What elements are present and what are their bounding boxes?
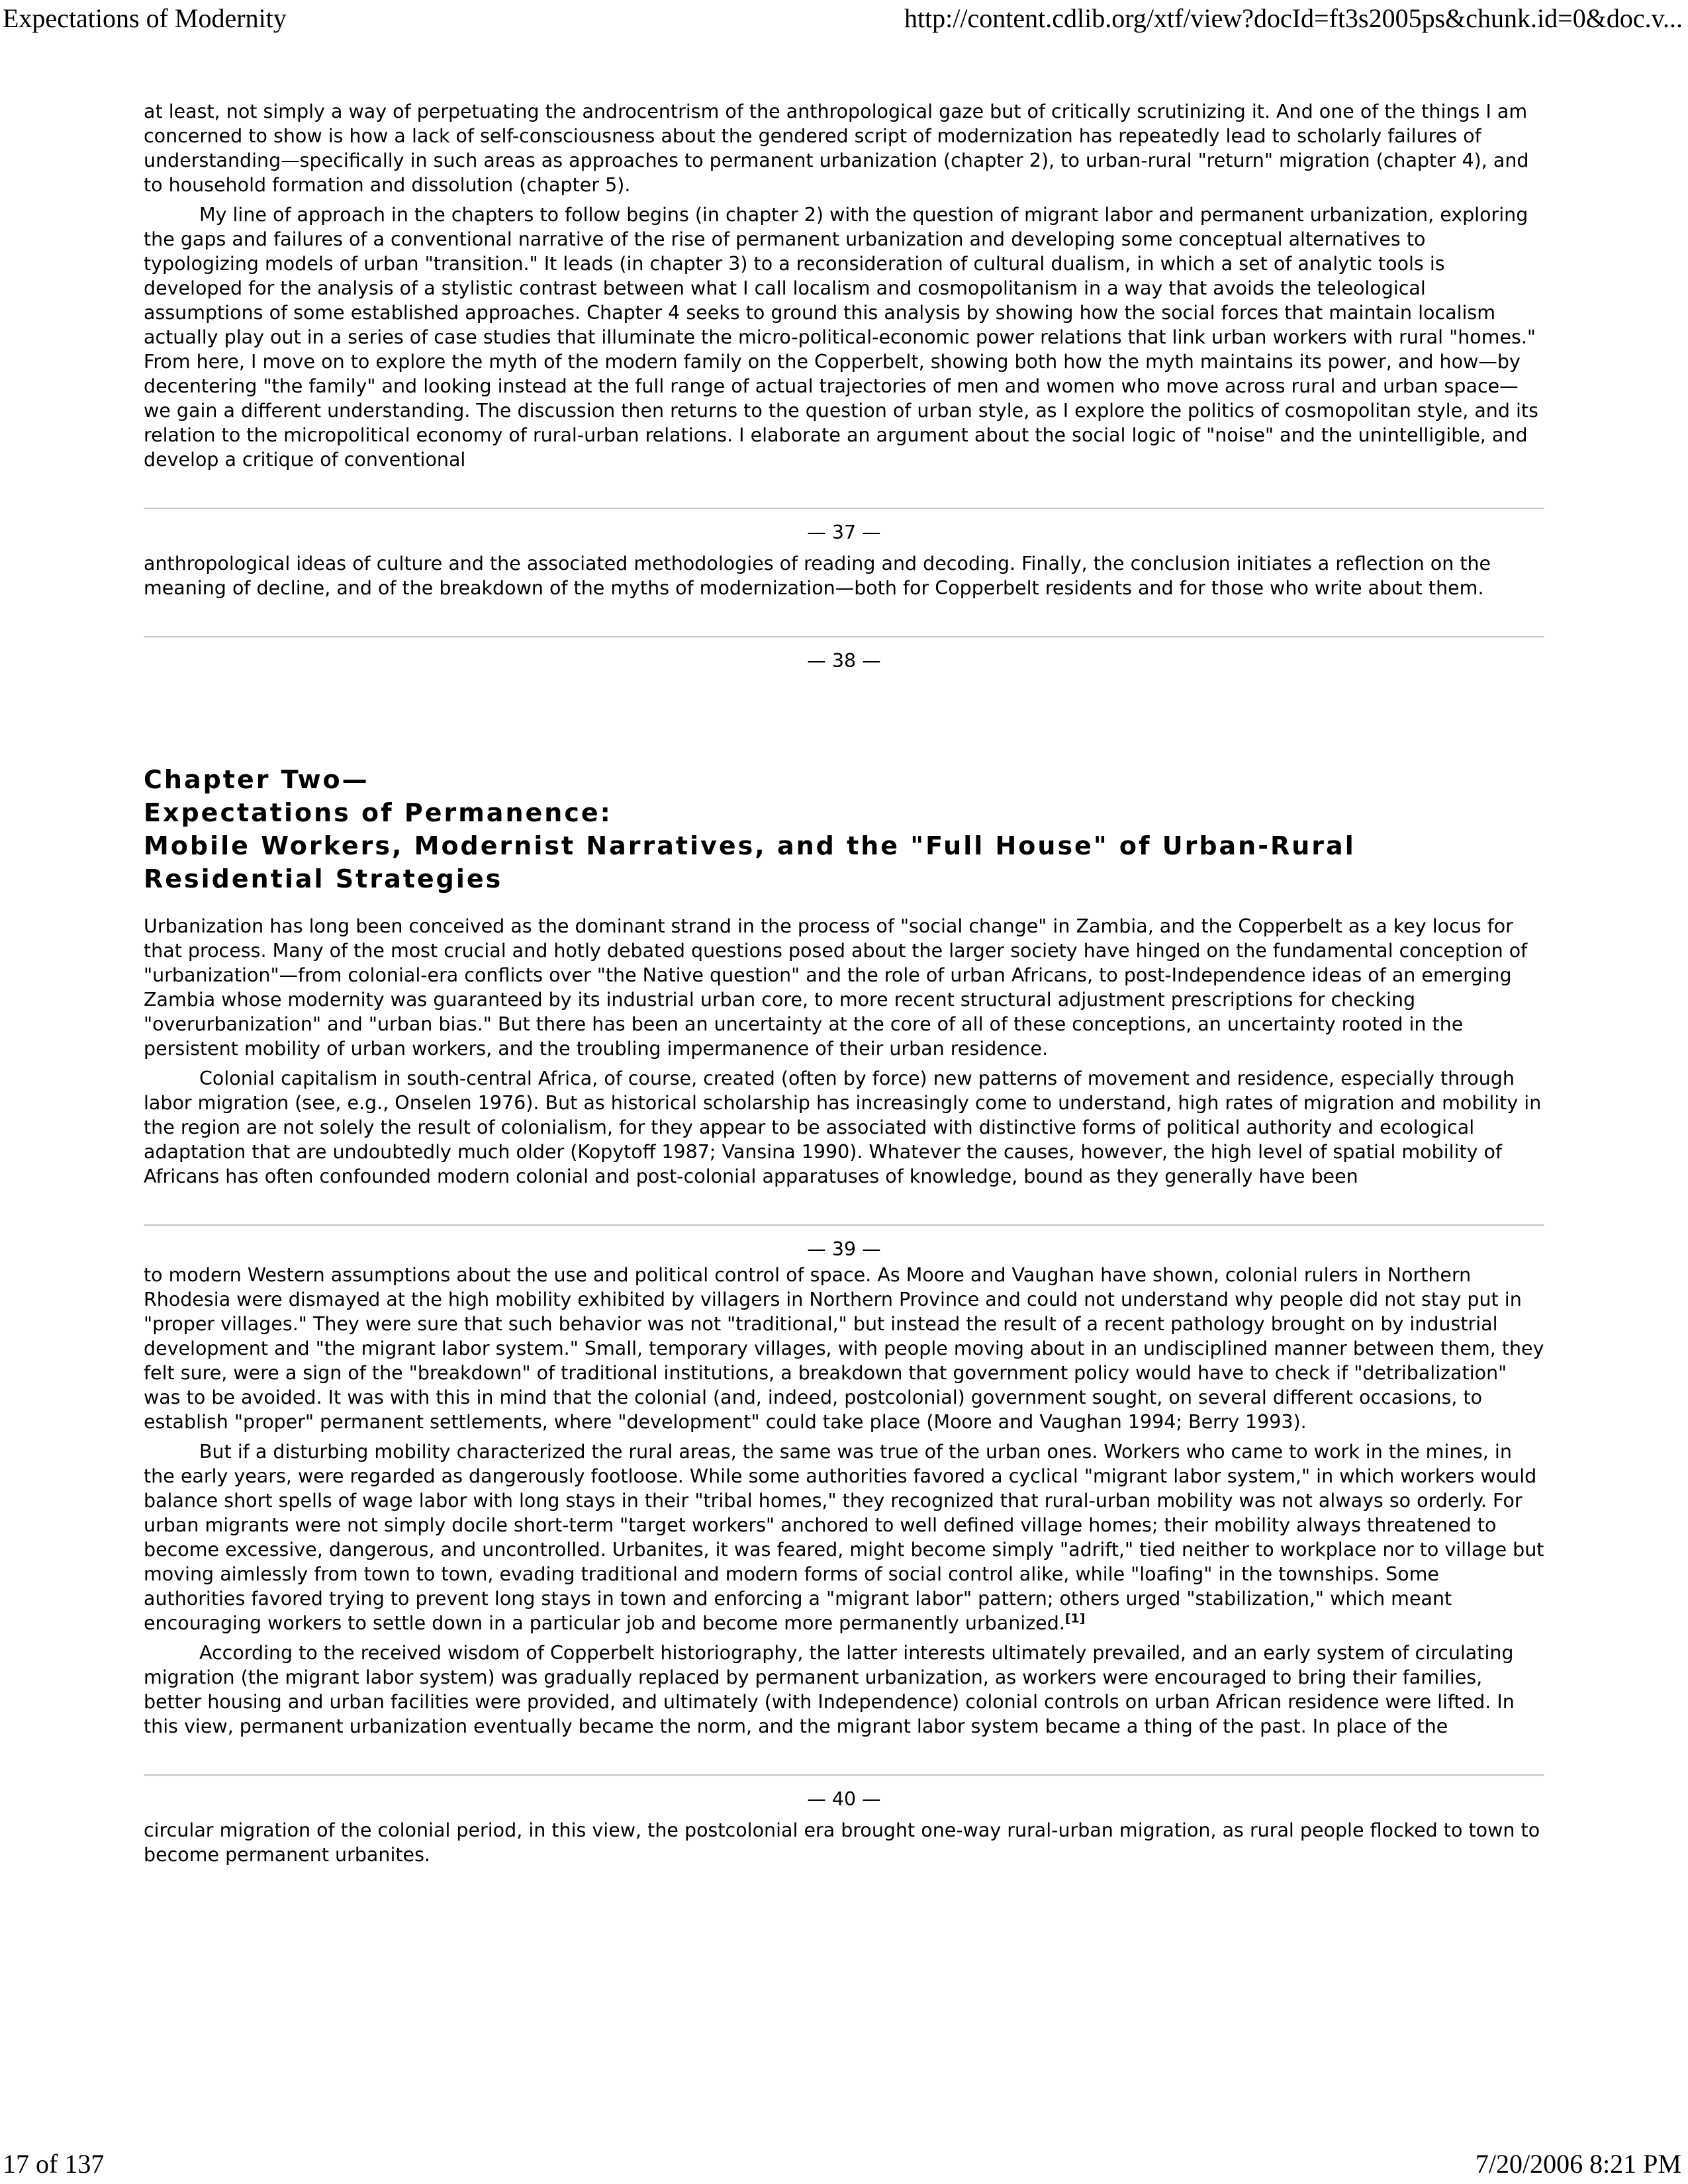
page-break xyxy=(144,508,1544,545)
page-divider xyxy=(144,1774,1544,1776)
paragraph: Colonial capitalism in south-central Africa, of course, created (often by force) new patterns of movement and residence, especially through labor migration (see, e.g., Onselen 1976). But as historical scholarship has increasingly come to understand, high rates of migration and mobility in the region are not solely the result of colonialism, for they appear to be associated with distinctive forms of political authority and ecological adaptation that are undoubtedly much older (Kopytoff 1987; Vansina 1990). Whatever the causes, however, the high level of spatial mobility of Africans has often confounded modern colonial and post-colonial apparatuses of knowledge, bound as they generally have been xyxy=(144,1068,1542,1187)
chapter-title: Expectations of Permanence: xyxy=(144,798,612,827)
paragraph: circular migration of the colonial period, in this view, the postcolonial era brought one-way rural-urban migration, as rural people flocked to town to become permanent urbanites. xyxy=(144,1819,1540,1866)
print-timestamp: 7/20/2006 8:21 PM xyxy=(1475,2149,1681,2179)
document-body xyxy=(144,99,1544,1872)
paragraph: anthropological ideas of culture and the associated methodologies of reading and decoding. Finally, the conclusion initiates a reflection on the meaning of decline, and of the breakdown of the myths of modernization—both for Copperbelt residents and for those who write about them. xyxy=(144,553,1491,599)
page-divider xyxy=(144,636,1544,638)
document-title: Expectations of Modernity xyxy=(3,3,287,33)
page-number: — 38 — xyxy=(807,650,881,672)
page-break xyxy=(144,1774,1544,1811)
page-break xyxy=(144,1224,1544,1261)
page-count: 17 of 137 xyxy=(3,2149,105,2179)
paragraph-text: But if a disturbing mobility characterized the rural areas, the same was true of the urban ones. Workers who came to work in the mines, in the early years, were regarded as dangerously footloose. While some authorities favored a cyclical "migrant labor system," in which workers would balance short spells of wage labor with long stays in their "tribal homes," they recognized that rural-urban mobility was not always so orderly. For urban migrants were not simply docile short-term "target workers" anchored to well defined village homes; their mobility always threatened to become excessive, dangerous, and uncontrolled. Urbanites, it was feared, might become simply "adrift," tied neither to workplace nor to village but moving aimlessly from town to town, evading traditional and modern forms of social control alike, while "loafing" in the townships. Some authorities favored trying to prevent long stays in town and enforcing a "migrant labor" pattern; others urged "stabilization," which meant encouraging workers to settle down in a particular job and become more permanently urbanized. xyxy=(144,1441,1544,1634)
chapter-number: Chapter Two— xyxy=(144,765,369,794)
page-divider xyxy=(144,508,1544,510)
paragraph: My line of approach in the chapters to follow begins (in chapter 2) with the question of migrant labor and permanent urbanization, exploring the gaps and failures of a conventional narrative of the rise of permanent urbanization and developing some conceptual alternatives to typologizing models of urban "transition." It leads (in chapter 3) to a reconsideration of cultural dualism, in which a set of analytic tools is developed for the analysis of a stylistic contrast between what I call localism and cosmopolitanism in a way that avoids the teleological assumptions of some established approaches. Chapter 4 seeks to ground this analysis by showing how the social forces that maintain localism actually play out in a series of case studies that illuminate the micro-political-economic power relations that link urban workers with rural "homes." From here, I move on to explore the myth of the modern family on the Copperbelt, showing both how the myth maintains its power, and how—by decentering "the family" and looking instead at the full range of actual trajectories of men and women who move across rural and urban space—we gain a different understanding. The discussion then returns to the question of urban style, as I explore the politics of cosmopolitan style, and its relation to the micropolitical economy of rural-urban relations. I elaborate an argument about the social logic of "noise" and the unintelligible, and develop a critique of conventional xyxy=(144,204,1538,471)
chapter-subtitle: Mobile Workers, Modernist Narratives, and the "Full House" of Urban-Rural Residential Strategies xyxy=(144,831,1356,893)
paragraph: to modern Western assumptions about the use and political control of space. As Moore and Vaughan have shown, colonial rulers in Northern Rhodesia were dismayed at the high mobility exhibited by villagers in Northern Province and could not understand why people did not stay put in "proper villages." They were sure that such behavior was not "traditional," but instead the result of a recent pathology brought on by industrial development and "the migrant labor system." Small, temporary villages, with people moving about in an undisciplined manner between them, they felt sure, were a sign of the "breakdown" of traditional institutions, a breakdown that government policy would have to check if "detribalization" was to be avoided. It was with this in mind that the colonial (and, indeed, postcolonial) government sought, on several different occasions, to establish "proper" permanent settlements, where "development" could take place (Moore and Vaughan 1994; Berry 1993). xyxy=(144,1264,1544,1433)
footnote-link[interactable]: [1] xyxy=(1064,1611,1086,1626)
page-number: — 37 — xyxy=(807,522,881,543)
page-number: — 40 — xyxy=(807,1788,881,1810)
page-number: — 39 — xyxy=(807,1238,881,1260)
page-divider xyxy=(144,1224,1544,1226)
source-url[interactable]: http://content.cdlib.org/xtf/view?docId=ft3s2005ps&chunk.id=0&doc.v... xyxy=(904,3,1683,33)
paragraph: Urbanization has long been conceived as the dominant strand in the process of "social change" in Zambia, and the Copperbelt as a key locus for that process. Many of the most crucial and hotly debated questions posed about the larger society have hinged on the fundamental conception of "urbanization"—from colonial-era conflicts over "the Native question" and the role of urban Africans, to post-Independence ideas of an emerging Zambia whose modernity was guaranteed by its industrial urban core, to more recent structural adjustment prescriptions for checking "overurbanization" and "urban bias." But there has been an uncertainty at the core of all of these conceptions, an uncertainty rooted in the persistent mobility of urban workers, and the troubling impermanence of their urban residence. xyxy=(144,915,1528,1060)
paragraph: at least, not simply a way of perpetuating the androcentrism of the anthropological gaze but of critically scrutinizing it. And one of the things I am concerned to show is how a lack of self-consciousness about the gendered script of modernization has repeatedly lead to scholarly failures of understanding—specifically in such areas as approaches to permanent urbanization (chapter 2), to urban-rural "return" migration (chapter 4), and to household formation and dissolution (chapter 5). xyxy=(144,101,1529,196)
print-header xyxy=(0,0,1688,37)
print-footer xyxy=(0,2147,1688,2184)
page-break xyxy=(144,636,1544,673)
chapter-heading xyxy=(144,763,1544,895)
paragraph xyxy=(144,1439,1544,1635)
paragraph: According to the received wisdom of Copperbelt historiography, the latter interests ultimately prevailed, and an early system of circulating migration (the migrant labor system) was gradually replaced by permanent urbanization, as workers were encouraged to bring their families, better housing and urban facilities were provided, and ultimately (with Independence) colonial controls on urban African residence were lifted. In this view, permanent urbanization eventually became the norm, and the migrant labor system became a thing of the past. In place of the xyxy=(144,1642,1515,1737)
